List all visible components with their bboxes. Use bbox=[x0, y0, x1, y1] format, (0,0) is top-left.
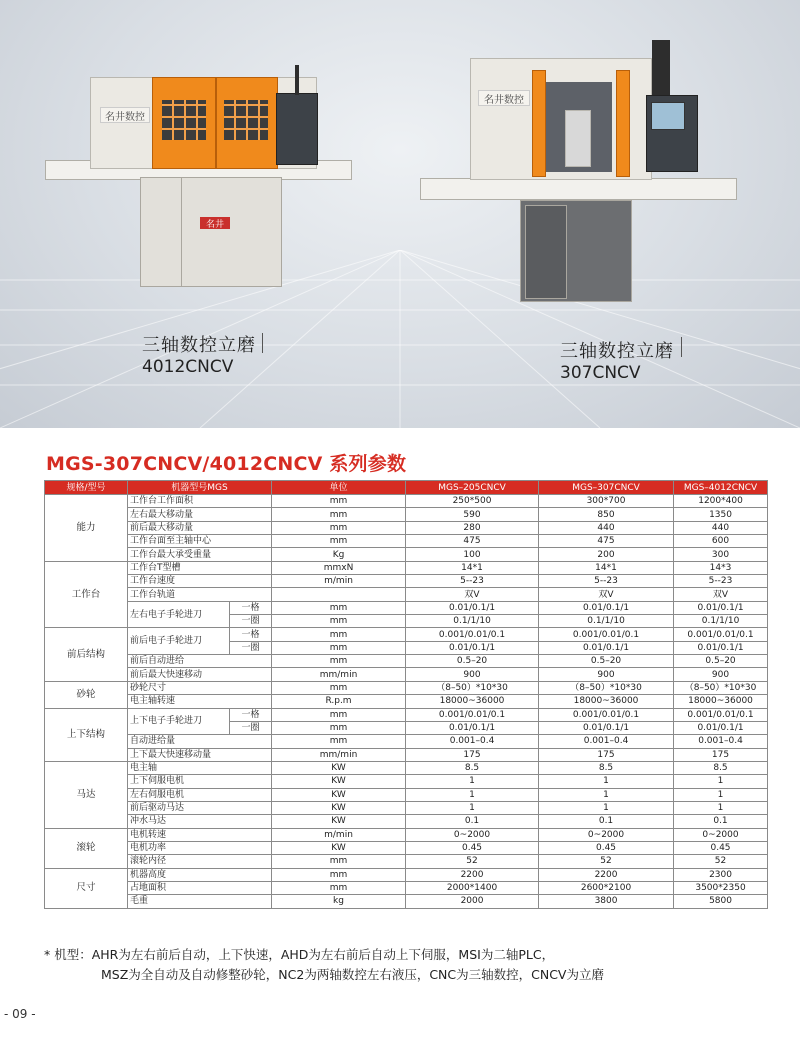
table-row bbox=[45, 495, 768, 508]
table-row bbox=[45, 535, 768, 548]
value-4012: 14*3 bbox=[674, 561, 768, 574]
value-205: 0.1/1/10 bbox=[406, 615, 539, 628]
item-label: 工作台速度 bbox=[128, 575, 272, 588]
machine-leg-left bbox=[525, 205, 567, 299]
value-4012: 1 bbox=[674, 801, 768, 814]
value-205: 250*500 bbox=[406, 495, 539, 508]
table-row bbox=[45, 788, 768, 801]
item-label: 滚轮内径 bbox=[128, 855, 272, 868]
value-307: 0.01/0.1/1 bbox=[539, 721, 674, 734]
unit-cell: KW bbox=[272, 761, 406, 774]
control-screen bbox=[651, 102, 685, 130]
sub-label-grid: 一格 bbox=[230, 708, 272, 721]
value-307: 0.45 bbox=[539, 841, 674, 854]
value-307: 2600*2100 bbox=[539, 881, 674, 894]
unit-cell: mm bbox=[272, 601, 406, 614]
header-spec: 规格/型号 bbox=[45, 481, 128, 495]
value-4012: 440 bbox=[674, 521, 768, 534]
value-4012: 5--23 bbox=[674, 575, 768, 588]
value-4012: 0.1/1/10 bbox=[674, 615, 768, 628]
unit-cell: R.p.m bbox=[272, 695, 406, 708]
table-row bbox=[45, 548, 768, 561]
value-205: 175 bbox=[406, 748, 539, 761]
value-4012: 8.5 bbox=[674, 761, 768, 774]
value-4012: 0.1 bbox=[674, 815, 768, 828]
item-label: 电机功率 bbox=[128, 841, 272, 854]
item-label: 上下伺服电机 bbox=[128, 775, 272, 788]
value-307: 0.1 bbox=[539, 815, 674, 828]
group-label: 尺寸 bbox=[45, 868, 128, 908]
value-205: 1 bbox=[406, 801, 539, 814]
table-row bbox=[45, 735, 768, 748]
item-label: 工作台工作面积 bbox=[128, 495, 272, 508]
value-307: 175 bbox=[539, 748, 674, 761]
value-205: 0.01/0.1/1 bbox=[406, 601, 539, 614]
item-label: 自动进给量 bbox=[128, 735, 272, 748]
table-header-row bbox=[45, 481, 768, 495]
value-307: 850 bbox=[539, 508, 674, 521]
table-row bbox=[45, 681, 768, 694]
value-4012: 3500*2350 bbox=[674, 881, 768, 894]
orange-door-right bbox=[616, 70, 630, 177]
unit-cell: mm bbox=[272, 681, 406, 694]
value-307: 1 bbox=[539, 801, 674, 814]
value-205: 0.001/0.01/0.1 bbox=[406, 628, 539, 641]
unit-cell: mm/min bbox=[272, 668, 406, 681]
value-307: 8.5 bbox=[539, 761, 674, 774]
brand-logo-plate: 名井数控 bbox=[478, 90, 530, 106]
right-caption-divider bbox=[681, 337, 682, 357]
value-205: 900 bbox=[406, 668, 539, 681]
section-title: MGS-307CNCV/4012CNCV 系列参数 bbox=[46, 453, 407, 475]
item-label: 左右最大移动量 bbox=[128, 508, 272, 521]
item-label: 工作台轨道 bbox=[128, 588, 272, 601]
value-4012: 1200*400 bbox=[674, 495, 768, 508]
item-label: 前后最大移动量 bbox=[128, 521, 272, 534]
value-307: 0.001/0.01/0.1 bbox=[539, 628, 674, 641]
unit-cell: mm bbox=[272, 708, 406, 721]
value-205: 1 bbox=[406, 775, 539, 788]
unit-cell: kg bbox=[272, 895, 406, 908]
value-4012: 0.01/0.1/1 bbox=[674, 721, 768, 734]
spindle-head bbox=[565, 110, 591, 167]
unit-cell: KW bbox=[272, 801, 406, 814]
unit-cell: KW bbox=[272, 775, 406, 788]
value-4012: 0.001/0.01/0.1 bbox=[674, 628, 768, 641]
unit-cell: mm bbox=[272, 655, 406, 668]
unit-cell: KW bbox=[272, 841, 406, 854]
table-row bbox=[45, 775, 768, 788]
item-label: 电主轴 bbox=[128, 761, 272, 774]
value-205: 590 bbox=[406, 508, 539, 521]
value-4012: 5800 bbox=[674, 895, 768, 908]
product-photo-banner bbox=[0, 0, 800, 428]
group-label: 马达 bbox=[45, 761, 128, 828]
machine-4012cncv-image bbox=[40, 65, 360, 290]
value-307: 200 bbox=[539, 548, 674, 561]
sub-label-turn: 一圈 bbox=[230, 721, 272, 734]
door-window-right bbox=[224, 100, 268, 140]
item-label: 占地面积 bbox=[128, 881, 272, 894]
sub-label-grid: 一格 bbox=[230, 628, 272, 641]
value-205: 0.001/0.01/0.1 bbox=[406, 708, 539, 721]
table-row bbox=[45, 895, 768, 908]
value-4012: 0.01/0.1/1 bbox=[674, 641, 768, 654]
value-205: 52 bbox=[406, 855, 539, 868]
table-row bbox=[45, 761, 768, 774]
value-307: 0.01/0.1/1 bbox=[539, 601, 674, 614]
unit-cell: mm bbox=[272, 521, 406, 534]
machine-base bbox=[168, 177, 282, 287]
item-label: 左右电子手轮进刀 bbox=[128, 601, 230, 628]
left-caption-model: 4012CNCV bbox=[142, 357, 234, 377]
unit-cell: m/min bbox=[272, 828, 406, 841]
value-4012: 0.001/0.01/0.1 bbox=[674, 708, 768, 721]
group-label: 砂轮 bbox=[45, 681, 128, 708]
value-205: 0.45 bbox=[406, 841, 539, 854]
value-205: 280 bbox=[406, 521, 539, 534]
table-row bbox=[45, 601, 768, 614]
machine-column bbox=[140, 177, 182, 287]
value-307: 1 bbox=[539, 775, 674, 788]
left-machine-caption bbox=[142, 331, 256, 377]
brand-logo-plate: 名井数控 bbox=[100, 107, 150, 123]
item-label: 前后驱动马达 bbox=[128, 801, 272, 814]
sub-label-turn: 一圈 bbox=[230, 615, 272, 628]
table-row bbox=[45, 801, 768, 814]
value-205: 2200 bbox=[406, 868, 539, 881]
table-row bbox=[45, 575, 768, 588]
value-205: 5--23 bbox=[406, 575, 539, 588]
table-row bbox=[45, 628, 768, 641]
note-line-2: MSZ为全自动及自动修整砂轮，NC2为两轴数控左右液压，CNC为三轴数控，CNCV为立磨 bbox=[101, 967, 604, 982]
right-caption-name: 三轴数控立磨 bbox=[560, 341, 674, 362]
value-4012: 1 bbox=[674, 775, 768, 788]
item-label: 工作台最大承受重量 bbox=[128, 548, 272, 561]
value-307: 475 bbox=[539, 535, 674, 548]
unit-cell: Kg bbox=[272, 548, 406, 561]
value-4012: 双V bbox=[674, 588, 768, 601]
value-307: （8–50）*10*30 bbox=[539, 681, 674, 694]
value-205: 0~2000 bbox=[406, 828, 539, 841]
value-205: 14*1 bbox=[406, 561, 539, 574]
value-307: 5--23 bbox=[539, 575, 674, 588]
cable-chain bbox=[652, 40, 670, 100]
table-row bbox=[45, 695, 768, 708]
value-307: 双V bbox=[539, 588, 674, 601]
value-205: 2000*1400 bbox=[406, 881, 539, 894]
value-205: 2000 bbox=[406, 895, 539, 908]
value-4012: 0~2000 bbox=[674, 828, 768, 841]
table-row bbox=[45, 655, 768, 668]
unit-cell: mm bbox=[272, 735, 406, 748]
item-label: 前后最大快速移动 bbox=[128, 668, 272, 681]
header-4012: MGS–4012CNCV bbox=[674, 481, 768, 495]
unit-cell: mm bbox=[272, 721, 406, 734]
item-label: 前后电子手轮进刀 bbox=[128, 628, 230, 655]
unit-cell: mm bbox=[272, 641, 406, 654]
control-panel-arm bbox=[295, 65, 299, 95]
unit-cell bbox=[272, 588, 406, 601]
table-row bbox=[45, 748, 768, 761]
value-307: 440 bbox=[539, 521, 674, 534]
value-4012: 2300 bbox=[674, 868, 768, 881]
item-label: 冲水马达 bbox=[128, 815, 272, 828]
group-label: 能力 bbox=[45, 495, 128, 562]
control-panel bbox=[276, 93, 318, 165]
left-caption-name: 三轴数控立磨 bbox=[142, 335, 256, 356]
value-307: 52 bbox=[539, 855, 674, 868]
value-4012: 1 bbox=[674, 788, 768, 801]
unit-cell: mmxN bbox=[272, 561, 406, 574]
header-model: 机器型号MGS bbox=[128, 481, 272, 495]
value-307: 0.001/0.01/0.1 bbox=[539, 708, 674, 721]
table-row bbox=[45, 841, 768, 854]
value-307: 300*700 bbox=[539, 495, 674, 508]
value-4012: 900 bbox=[674, 668, 768, 681]
value-307: 2200 bbox=[539, 868, 674, 881]
brand-red-plate: 名井 bbox=[200, 217, 230, 229]
value-205: （8–50）*10*30 bbox=[406, 681, 539, 694]
unit-cell: mm bbox=[272, 868, 406, 881]
left-caption-divider bbox=[262, 333, 263, 353]
unit-cell: m/min bbox=[272, 575, 406, 588]
unit-cell: mm bbox=[272, 881, 406, 894]
value-205: 1 bbox=[406, 788, 539, 801]
group-label: 上下结构 bbox=[45, 708, 128, 761]
value-205: 双V bbox=[406, 588, 539, 601]
door-window-left bbox=[162, 100, 206, 140]
unit-cell: mm bbox=[272, 535, 406, 548]
value-307: 1 bbox=[539, 788, 674, 801]
value-307: 3800 bbox=[539, 895, 674, 908]
right-machine-caption bbox=[560, 337, 674, 383]
value-4012: 600 bbox=[674, 535, 768, 548]
value-4012: 0.01/0.1/1 bbox=[674, 601, 768, 614]
unit-cell: mm/min bbox=[272, 748, 406, 761]
unit-cell: KW bbox=[272, 788, 406, 801]
value-205: 0.01/0.1/1 bbox=[406, 641, 539, 654]
group-label: 工作台 bbox=[45, 561, 128, 628]
value-205: 0.1 bbox=[406, 815, 539, 828]
machine-307cncv-image bbox=[420, 40, 740, 305]
value-307: 900 bbox=[539, 668, 674, 681]
value-4012: 175 bbox=[674, 748, 768, 761]
value-4012: 300 bbox=[674, 548, 768, 561]
value-4012: 1350 bbox=[674, 508, 768, 521]
table-row bbox=[45, 815, 768, 828]
value-307: 0.1/1/10 bbox=[539, 615, 674, 628]
table-row bbox=[45, 881, 768, 894]
item-label: 电主轴转速 bbox=[128, 695, 272, 708]
model-note bbox=[44, 945, 604, 985]
value-205: 100 bbox=[406, 548, 539, 561]
item-label: 砂轮尺寸 bbox=[128, 681, 272, 694]
value-307: 0~2000 bbox=[539, 828, 674, 841]
value-205: 475 bbox=[406, 535, 539, 548]
value-4012: 0.001–0.4 bbox=[674, 735, 768, 748]
value-4012: 0.45 bbox=[674, 841, 768, 854]
header-unit: 单位 bbox=[272, 481, 406, 495]
value-205: 18000~36000 bbox=[406, 695, 539, 708]
value-205: 0.01/0.1/1 bbox=[406, 721, 539, 734]
value-307: 18000~36000 bbox=[539, 695, 674, 708]
table-row bbox=[45, 521, 768, 534]
item-label: 机器高度 bbox=[128, 868, 272, 881]
value-205: 0.001–0.4 bbox=[406, 735, 539, 748]
value-307: 0.001–0.4 bbox=[539, 735, 674, 748]
worktable bbox=[420, 178, 737, 200]
item-label: 上下最大快速移动量 bbox=[128, 748, 272, 761]
table-row bbox=[45, 708, 768, 721]
value-4012: 18000~36000 bbox=[674, 695, 768, 708]
item-label: 毛重 bbox=[128, 895, 272, 908]
item-label: 工作台面至主轴中心 bbox=[128, 535, 272, 548]
table-row bbox=[45, 828, 768, 841]
item-label: 上下电子手轮进刀 bbox=[128, 708, 230, 735]
specification-table bbox=[44, 480, 768, 909]
unit-cell: mm bbox=[272, 855, 406, 868]
value-4012: 0.5–20 bbox=[674, 655, 768, 668]
value-307: 0.01/0.1/1 bbox=[539, 641, 674, 654]
unit-cell: mm bbox=[272, 615, 406, 628]
right-caption-model: 307CNCV bbox=[560, 363, 641, 383]
value-4012: 52 bbox=[674, 855, 768, 868]
value-4012: （8–50）*10*30 bbox=[674, 681, 768, 694]
header-205: MGS–205CNCV bbox=[406, 481, 539, 495]
item-label: 电机转速 bbox=[128, 828, 272, 841]
sub-label-turn: 一圈 bbox=[230, 641, 272, 654]
value-307: 14*1 bbox=[539, 561, 674, 574]
orange-door-left bbox=[532, 70, 546, 177]
table-row bbox=[45, 855, 768, 868]
value-205: 8.5 bbox=[406, 761, 539, 774]
value-205: 0.5–20 bbox=[406, 655, 539, 668]
group-label: 前后结构 bbox=[45, 628, 128, 681]
unit-cell: mm bbox=[272, 495, 406, 508]
header-307: MGS–307CNCV bbox=[539, 481, 674, 495]
table-row bbox=[45, 588, 768, 601]
table-row bbox=[45, 668, 768, 681]
table-row bbox=[45, 868, 768, 881]
item-label: 工作台T型槽 bbox=[128, 561, 272, 574]
unit-cell: mm bbox=[272, 508, 406, 521]
unit-cell: mm bbox=[272, 628, 406, 641]
note-line-1: * 机型：AHR为左右前后自动，上下快速，AHD为左右前后自动上下伺服，MSI为二轴PLC， bbox=[44, 947, 555, 962]
item-label: 左右伺服电机 bbox=[128, 788, 272, 801]
group-label: 滚轮 bbox=[45, 828, 128, 868]
page-number: - 09 - bbox=[4, 1007, 36, 1021]
table-row bbox=[45, 561, 768, 574]
table-row bbox=[45, 508, 768, 521]
sub-label-grid: 一格 bbox=[230, 601, 272, 614]
unit-cell: KW bbox=[272, 815, 406, 828]
item-label: 前后自动进给 bbox=[128, 655, 272, 668]
value-307: 0.5–20 bbox=[539, 655, 674, 668]
